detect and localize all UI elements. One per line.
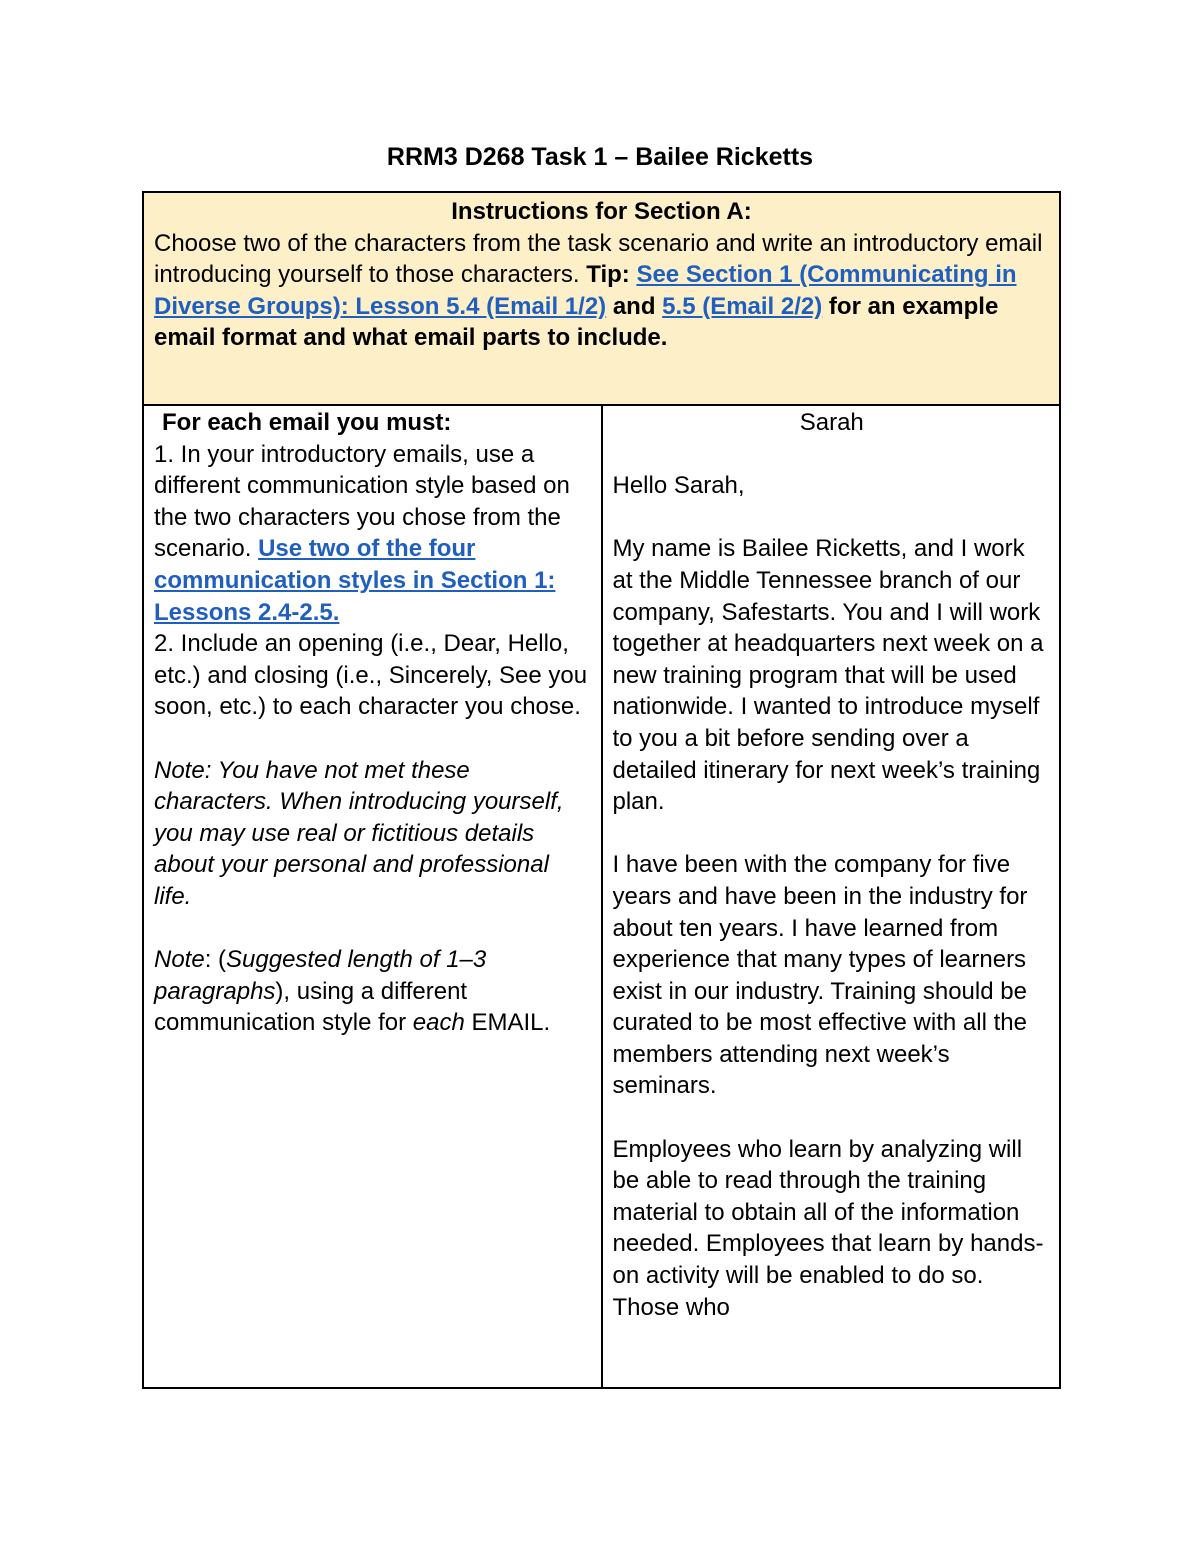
spacer [154,723,593,755]
instructions-body [154,228,1049,354]
note-length-end: EMAIL. [464,1009,551,1037]
note-characters: Note: You have not met these characters. When introducing yourself, you may use real or fictitious details about your personal and professional life. [154,756,564,910]
note-length-italic: Suggested length of 1–3 paragraphs [154,946,487,1005]
note-length-each: each [412,1009,465,1037]
requirement-item-1 [154,439,593,629]
note-length-mid: ), using a different communication style for [154,977,468,1037]
email-paragraph-2: I have been with the company for five years and have been in the industry for about ten years. I have learned from experience that many types of learners exist in our industry. Training should be curated to be most effective with all the members attending next week’s seminars. [612,851,1028,1100]
spacer [154,913,593,945]
spacer [613,439,1052,471]
content-row [143,405,1060,1388]
spacer [613,1102,1052,1134]
page-title: RRM3 D268 Task 1 – Bailee Ricketts [386,143,814,171]
and-text: and [606,292,663,320]
email-paragraph-3: Employees who learn by analyzing will be able to read through the training material to obtain all of the information needed. Employees that learn by hands-on activity will be enabled to do so. Those who [612,1135,1044,1321]
email-recipient: Sarah [799,409,864,436]
lesson-5-5-link[interactable]: 5.5 (Email 2/2) [662,292,823,320]
instructions-text: Choose two of the characters from the task scenario and write an introductory email introducing yourself to those characters. [154,229,1043,289]
requirements-cell [143,405,602,1388]
lessons-2-4-2-5-link[interactable]: Use two of the four communication styles in Section 1: Lessons 2.4-2.5. [154,535,556,626]
spacer [613,818,1052,850]
tip-label: Tip: [586,261,630,289]
instructions-tail: for an example email format and what email parts to include. [154,292,999,352]
instructions-cell [143,192,1060,405]
task-table [142,191,1061,1389]
note-length-colon: : ( [204,946,227,974]
requirement-item-1-text: 1. In your introductory emails, use a different communication style based on the two characters you chose from the scenario. [154,440,570,563]
email-greeting: Hello Sarah, [612,472,745,500]
email-body [613,407,1052,1387]
requirements-heading: For each email you must: [162,409,452,436]
email-cell [602,405,1061,1388]
note-length-label: Note [154,946,205,974]
email-paragraph-1: My name is Bailee Ricketts, and I work at the Middle Tennessee branch of our company, Safestarts. You and I will work together at headquarters next week on a new training program that will be used nationwide. I wanted to introduce myself to you a bit before sending over a detailed itinerary for next week’s training plan. [612,535,1044,816]
spacer [613,502,1052,534]
note-length [154,944,593,1039]
instructions-row [143,192,1060,405]
lesson-5-4-link[interactable]: See Section 1 (Communicating in Diverse Groups): Lesson 5.4 (Email 1/2) [154,261,1017,320]
instructions-heading: Instructions for Section A: [451,198,752,225]
requirement-item-2: 2. Include an opening (i.e., Dear, Hello, etc.) and closing (i.e., Sincerely, See you soon, etc.) to each character you chose. [154,630,588,721]
